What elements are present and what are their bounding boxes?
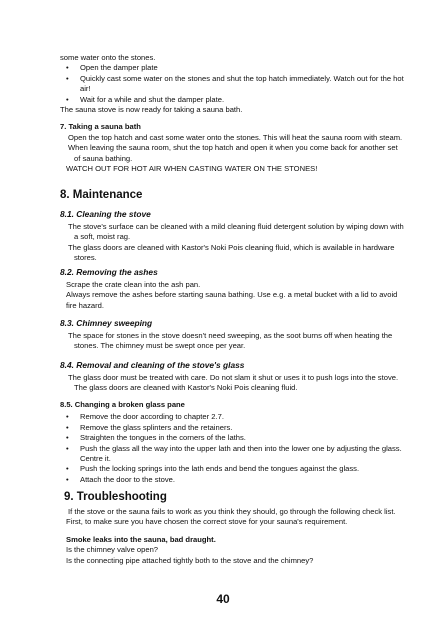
- section-8-5-heading: 8.5. Changing a broken glass pane: [60, 400, 185, 409]
- checklist-question: Is the chimney valve open?: [66, 545, 159, 555]
- step-item: • Push the glass all the way into the upper lath and then into the lower one by adjusting the glass. Centre it.: [60, 444, 405, 465]
- step-item: • Straighten the tongues in the corners of the laths.: [60, 433, 405, 443]
- section-9-paragraph: If the stove or the sauna fails to work as you think they should, go through the following check list.: [68, 507, 396, 516]
- section-8: [60, 188, 405, 202]
- section-8-1-paragraph: The glass doors are cleaned with Kastor's Noki Pois cleaning fluid, which is available in hardware stores.: [68, 242, 395, 263]
- section-8-2-paragraph: Always remove the ashes before starting sauna bathing. Use e.g. a metal bucket with a lid to avoid fire hazard.: [66, 290, 398, 310]
- section-8-1-paragraph: The stove's surface can be cleaned with a mild cleaning fluid detergent solution by wiping down with a soft, moist rag.: [68, 222, 404, 242]
- page-number: 40: [216, 592, 230, 606]
- intro-bullet-list: [60, 63, 405, 105]
- step-item: • Attach the door to the stove.: [60, 475, 405, 485]
- step-item: • Remove the door according to chapter 2.7.: [60, 412, 405, 422]
- section-8-3-paragraph: The space for stones in the stove doesn't need sweeping, as the soot burns off when heating the stones. The chimney must be swept once per year.: [68, 331, 393, 351]
- intro-text: some water onto the stones.: [60, 53, 156, 62]
- section-8-4-heading: 8.4. Removal and cleaning of the stove's glass: [60, 360, 245, 370]
- section-8-5: [60, 400, 405, 485]
- intro-block: [60, 53, 405, 115]
- section-8-2-paragraph: Scrape the crate clean into the ash pan.: [66, 280, 201, 289]
- section-7-paragraph: Open the top hatch and cast some water onto the stones. This will heat the sauna room with steam.: [68, 133, 403, 142]
- section-8-4: [60, 360, 405, 394]
- section-9: [60, 490, 405, 566]
- section-8-heading: 8. Maintenance: [60, 189, 143, 201]
- section-8-3: [60, 318, 405, 352]
- intro-bullet: • Quickly cast some water on the stones and shut the top hatch immediately. Watch out for the hot air!: [60, 74, 405, 95]
- section-8-1-heading: 8.1. Cleaning the stove: [60, 209, 151, 219]
- intro-bullet: • Wait for a while and shut the damper plate.: [60, 95, 405, 105]
- section-8-2: [60, 267, 405, 311]
- step-item: • Remove the glass splinters and the retainers.: [60, 423, 405, 433]
- section-9-subheading: Smoke leaks into the sauna, bad draught.: [66, 534, 216, 544]
- checklist-question: Is the connecting pipe attached tightly both to the stove and the chimney?: [66, 555, 314, 565]
- section-7: [60, 121, 405, 175]
- section-9-paragraph: First, to make sure you have chosen the correct stove for your sauna's requirement.: [66, 517, 348, 527]
- intro-bullet: • Open the damper plate: [60, 63, 405, 73]
- section-8-5-steps: [60, 412, 405, 485]
- section-8-1: [60, 209, 405, 264]
- section-7-heading: 7. Taking a sauna bath: [60, 122, 141, 131]
- section-8-4-paragraph: The glass door must be treated with care. Do not slam it shut or uses it to push logs into the stove. The glass doors are cleaned with Kastor's Noki Pois cleaning fluid.: [68, 373, 399, 393]
- intro-closing: The sauna stove is now ready for taking a sauna bath.: [60, 105, 243, 115]
- section-8-2-heading: 8.2. Removing the ashes: [60, 267, 158, 277]
- step-item: • Push the locking springs into the lath ends and bend the tongues against the glass.: [60, 464, 405, 474]
- section-8-3-heading: 8.3. Chimney sweeping: [60, 318, 153, 328]
- section-7-paragraph: When leaving the sauna room, shut the top hatch and open it when you come back for another set of sauna bathing.: [68, 143, 398, 163]
- section-9-heading: 9. Troubleshooting: [64, 491, 167, 503]
- section-7-warning: WATCH OUT FOR HOT AIR WHEN CASTING WATER ON THE STONES!: [66, 164, 318, 174]
